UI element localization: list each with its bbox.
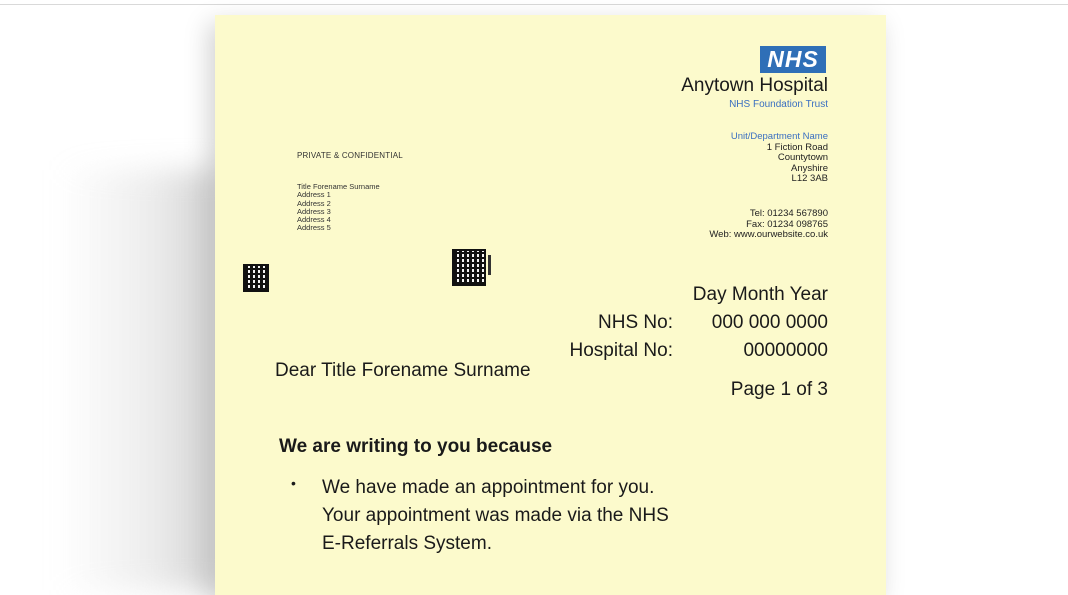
bullet-line: E-Referrals System. — [322, 533, 492, 554]
sender-postcode: L12 3AB — [791, 173, 828, 184]
bullet-line: We have made an appointment for you. — [322, 477, 655, 498]
bullet-text — [322, 474, 669, 558]
nhs-logo: NHS — [760, 46, 826, 73]
hospital-number-label: Hospital No: — [569, 340, 673, 361]
hospital-name: Anytown Hospital — [681, 75, 828, 96]
top-divider — [0, 4, 1068, 5]
nhs-number-value: 000 000 0000 — [711, 312, 828, 333]
body-heading: We are writing to you because — [279, 436, 553, 457]
contact-tel: Tel: 01234 567890 — [749, 208, 828, 219]
confidential-marking: PRIVATE & CONFIDENTIAL — [297, 151, 403, 160]
recipient-address-line: Address 2 — [297, 198, 331, 208]
bullet-line: Your appointment was made via the NHS — [322, 505, 669, 526]
barcode-icon — [243, 264, 269, 292]
sender-address — [731, 132, 828, 185]
recipient-name: Title Forename Surname — [297, 182, 380, 191]
letter-page — [215, 15, 886, 595]
contact-details — [709, 209, 828, 241]
recipient-address-line: Address 1 — [297, 190, 331, 200]
page-shadow — [60, 170, 220, 590]
contact-web: Web: www.ourwebsite.co.uk — [709, 229, 828, 240]
bullet-icon: • — [291, 475, 296, 491]
trust-name: NHS Foundation Trust — [729, 99, 828, 110]
sender-unit: Unit/Department Name — [730, 131, 828, 142]
hospital-number-value: 00000000 — [743, 340, 828, 361]
letter-date: Day Month Year — [692, 284, 828, 305]
contact-fax: Fax: 01234 098765 — [746, 218, 828, 230]
sender-address-line: Countytown — [777, 152, 828, 163]
recipient-address — [297, 183, 380, 233]
recipient-address-line: Address 5 — [297, 223, 331, 233]
salutation: Dear Title Forename Surname — [275, 360, 531, 381]
barcode-icon — [452, 249, 486, 286]
sender-address-line: 1 Fiction Road — [766, 141, 828, 153]
recipient-address-line: Address 4 — [297, 215, 331, 225]
sender-address-line: Anyshire — [791, 162, 828, 174]
recipient-address-line: Address 3 — [297, 206, 331, 216]
barcode-side-mark — [488, 255, 491, 275]
page-number: Page 1 of 3 — [730, 379, 828, 400]
nhs-number-label: NHS No: — [598, 312, 673, 333]
